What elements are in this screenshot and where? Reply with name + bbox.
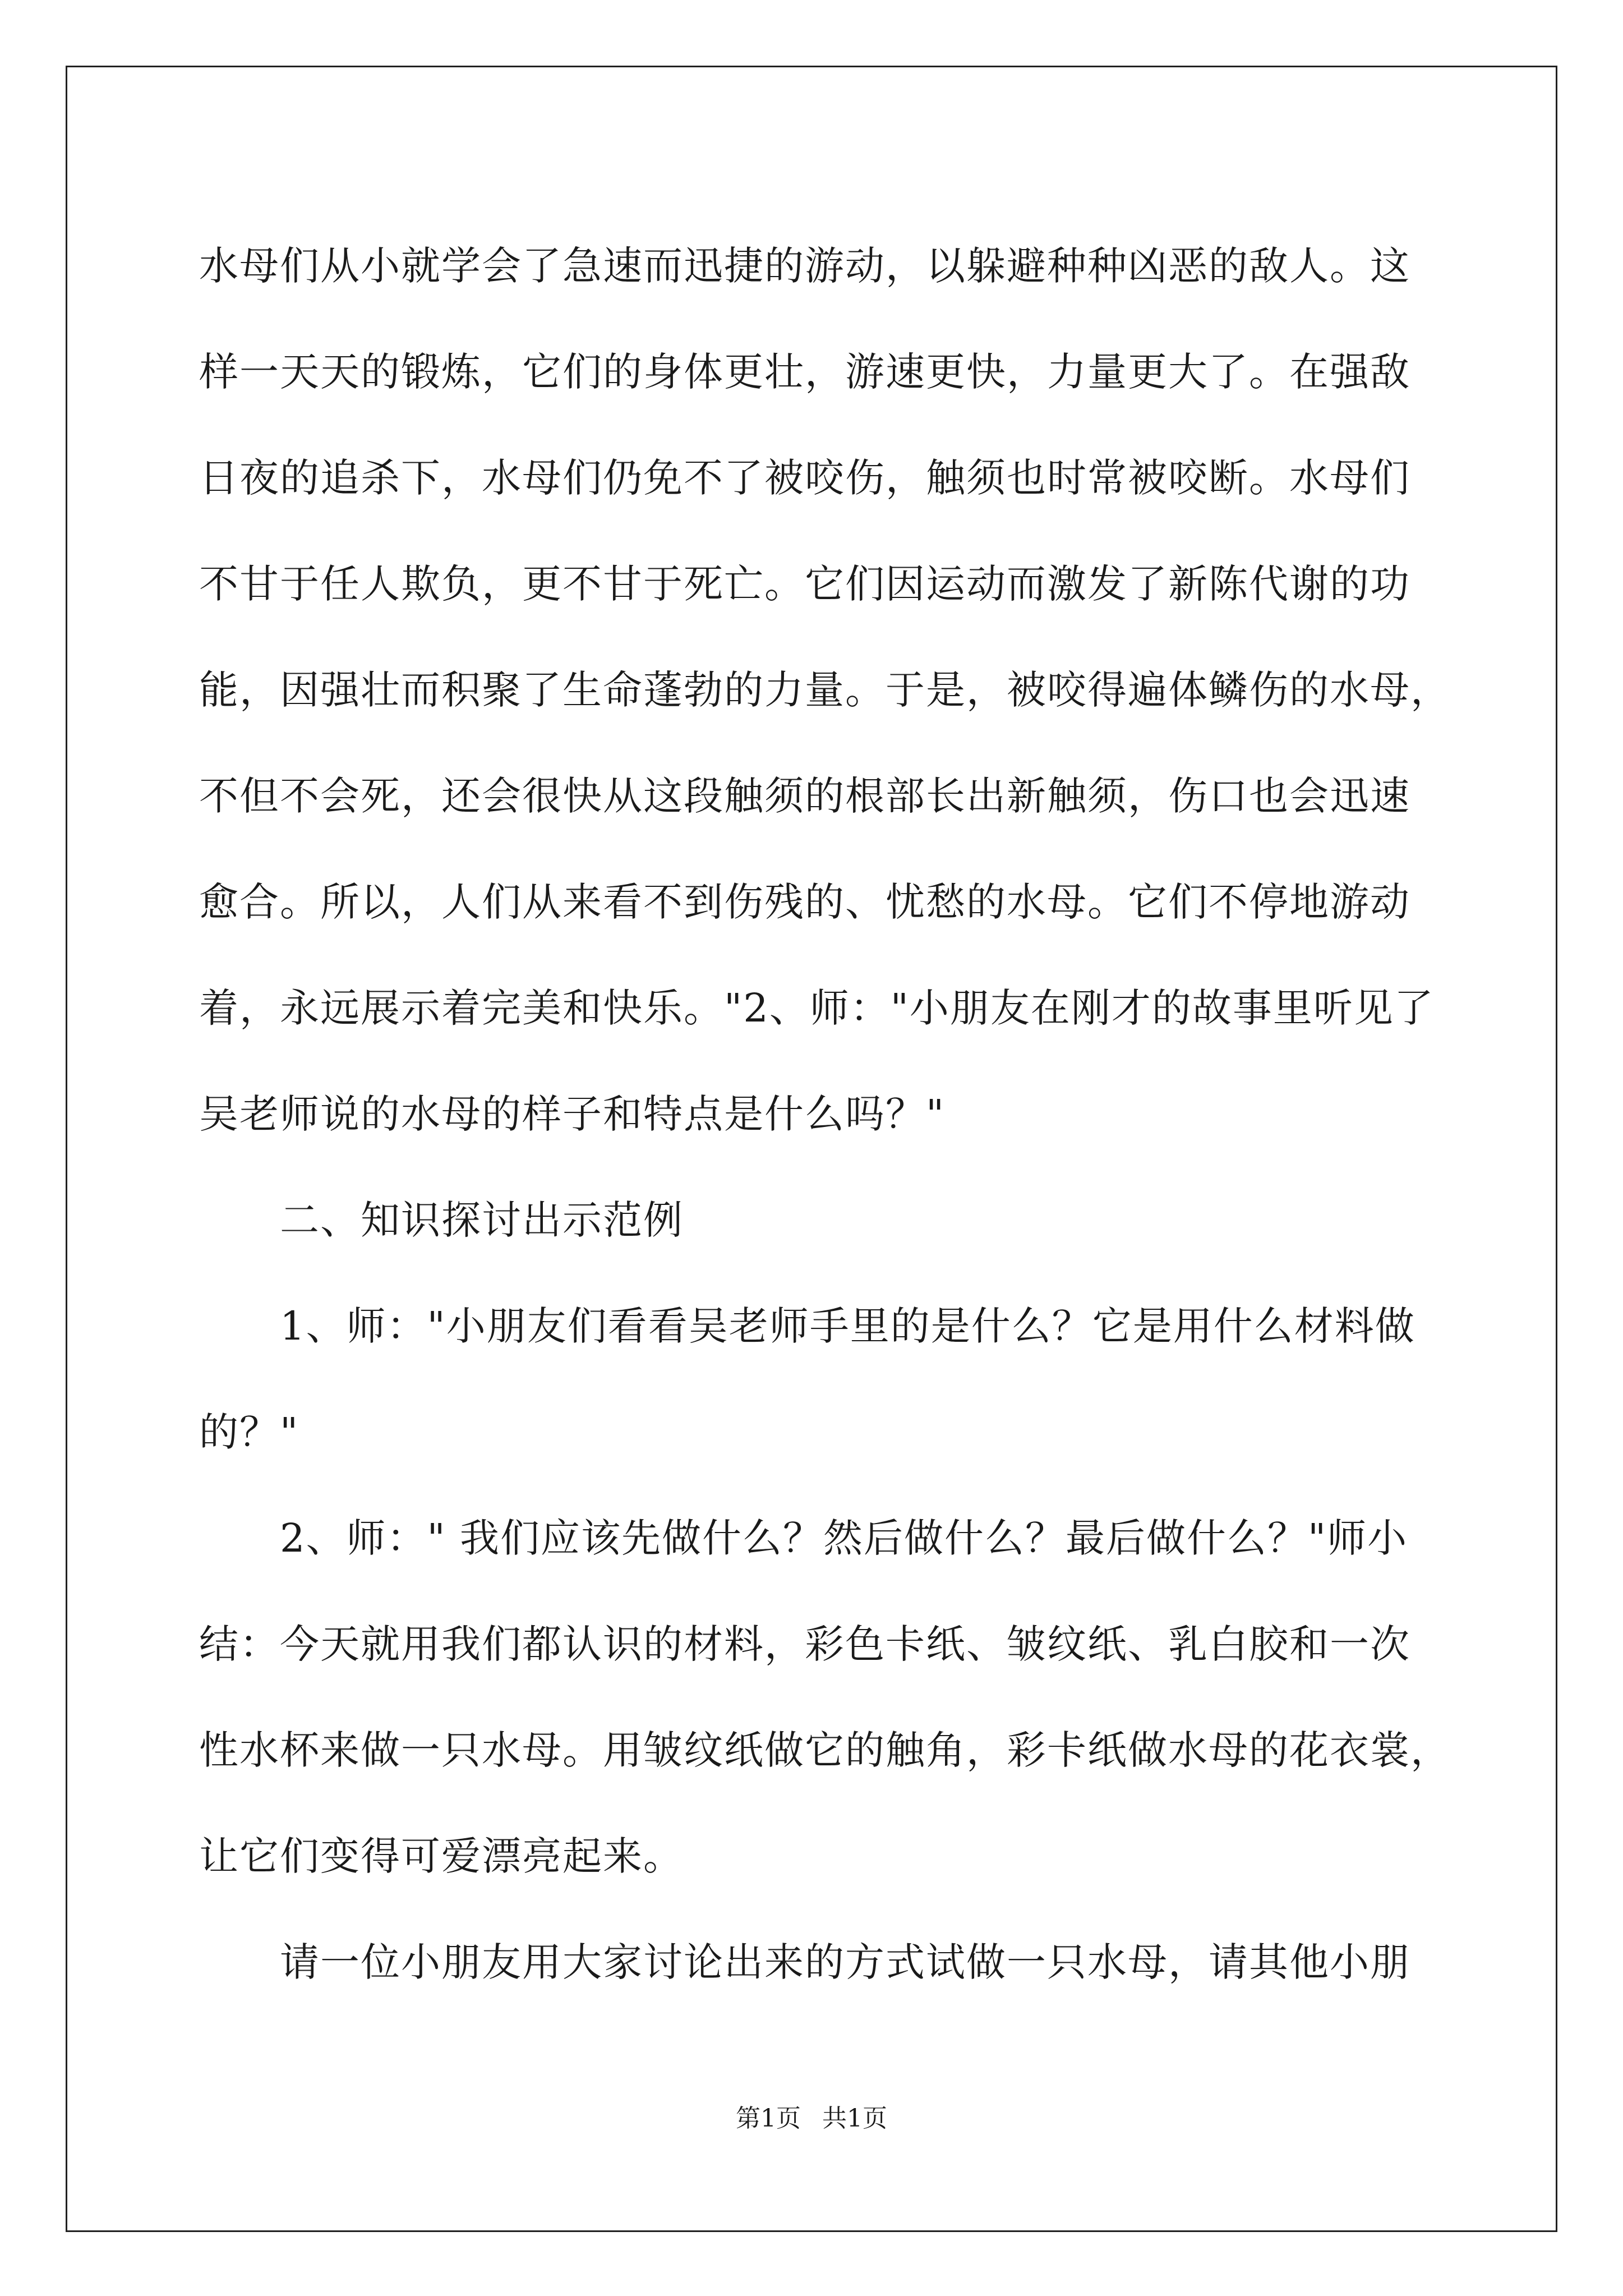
text-line: 1、师："小朋友们看看吴老师手里的是什么？它是用什么材料做	[280, 1303, 1415, 1349]
text-line: 能，因强壮而积聚了生命蓬勃的力量。于是，被咬得遍体鳞伤的水母，	[199, 667, 1451, 713]
text-line: 的？"	[199, 1409, 299, 1455]
text-line: 日夜的追杀下，水母们仍免不了被咬伤，触须也时常被咬断。水母们	[199, 455, 1410, 501]
text-line: 性水杯来做一只水母。用皱纹纸做它的触角，彩卡纸做水母的花衣裳，	[199, 1727, 1451, 1773]
text-line: 结：今天就用我们都认识的材料，彩色卡纸、皱纹纸、乳白胶和一次	[199, 1621, 1410, 1667]
text-line: 请一位小朋友用大家讨论出来的方式试做一只水母，请其他小朋	[280, 1939, 1410, 1985]
paragraph-question-1	[199, 1273, 1433, 1485]
page-number: 第1页	[736, 2104, 801, 2133]
text-line: 样一天天的锻炼，它们的身体更壮，游速更快，力量更大了。在强敌	[199, 349, 1410, 395]
page-footer	[0, 2098, 1623, 2134]
text-line: 愈合。所以，人们从来看不到伤残的、忧愁的水母。它们不停地游动	[199, 879, 1410, 925]
text-line: 着，永远展示着完美和快乐。"2、师："小朋友在刚才的故事里听见了	[199, 985, 1435, 1031]
paragraph-demo	[199, 1910, 1433, 2016]
text-line: 2、师：" 我们应该先做什么？然后做什么？最后做什么？"师小	[280, 1515, 1408, 1561]
text-line: 吴老师说的水母的样子和特点是什么吗？"	[199, 1091, 946, 1137]
text-line: 不但不会死，还会很快从这段触须的根部长出新触须，伤口也会迅速	[199, 773, 1410, 819]
page-total: 共1页	[822, 2104, 887, 2133]
text-line: 水母们从小就学会了急速而迅捷的游动，以躲避种种凶恶的敌人。这	[199, 243, 1410, 289]
text-line: 不甘于任人欺负，更不甘于死亡。它们因运动而激发了新陈代谢的功	[199, 561, 1410, 607]
heading-line: 二、知识探讨出示范例	[280, 1197, 684, 1243]
paragraph-jellyfish-story	[199, 213, 1451, 1167]
document-body	[199, 213, 1451, 2016]
section-heading	[199, 1167, 1433, 1273]
paragraph-question-2	[199, 1485, 1451, 1910]
text-line: 让它们变得可爱漂亮起来。	[199, 1833, 684, 1879]
